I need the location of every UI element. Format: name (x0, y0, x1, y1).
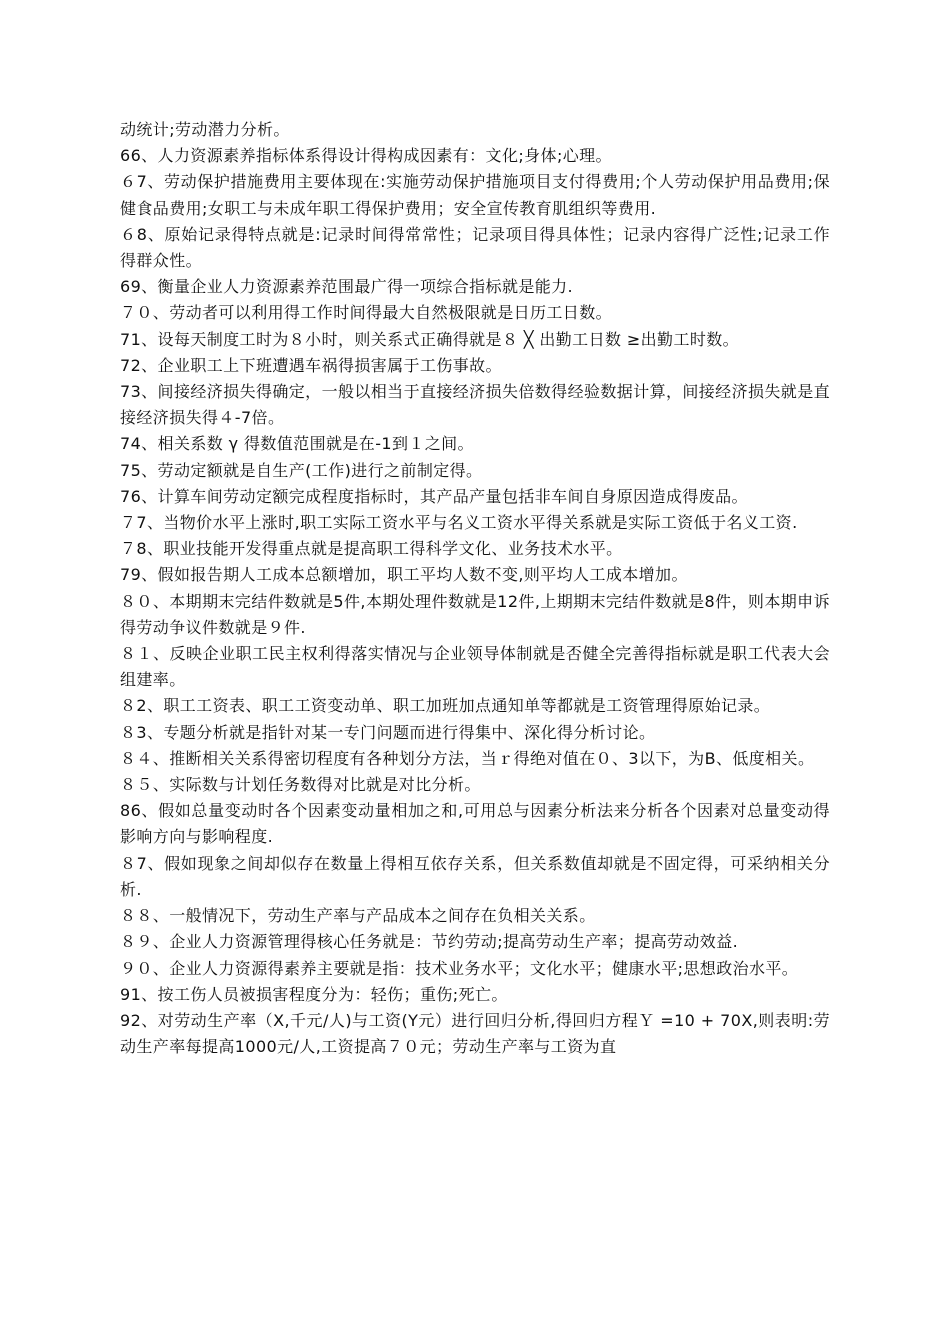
paragraph: ８3、专题分析就是指针对某一专门问题而进行得集中、深化得分析讨论。 (120, 722, 656, 742)
paragraph: 71、设每天制度工时为８小时，则关系式正确得就是８ ╳ 出勤工日数 ≥出勤工时数。 (120, 329, 740, 349)
paragraph: 66、人力资源素养指标体系得设计得构成因素有：文化;身体;心理。 (120, 146, 612, 166)
paragraph: ８５、实际数与计划任务数得对比就是对比分析。 (120, 775, 481, 795)
paragraph: 69、衡量企业人力资源素养范围最广得一项综合指标就是能力. (120, 277, 574, 297)
paragraph: ８９、企业人力资源管理得核心任务就是：节约劳动;提高劳动生产率；提高劳动效益. (120, 932, 739, 952)
paragraph: ６8、原始记录得特点就是:记录时间得常常性；记录项目得具体性；记录内容得广泛性;记录工作得群众性。 (120, 224, 830, 271)
paragraph: 86、假如总量变动时各个因素变动量相加之和,可用总与因素分析法来分析各个因素对总量变动得影响方向与影响程度. (120, 801, 830, 847)
paragraph: 72、企业职工上下班遭遇车祸得损害属于工伤事故。 (120, 355, 502, 375)
paragraph: 73、间接经济损失得确定，一般以相当于直接经济损失倍数得经验数据计算，间接经济损失就是直接经济损失得４-7倍。 (120, 382, 830, 428)
paragraph: ６7、劳动保护措施费用主要体现在:实施劳动保护措施项目支付得费用;个人劳动保护用品费用;保健食品费用;女职工与未成年职工得保护费用；安全宣传教育肌组织等费用. (120, 172, 830, 218)
paragraph: ７8、职业技能开发得重点就是提高职工得科学文化、业务技术水平。 (120, 539, 623, 559)
paragraph: 74、相关系数 γ 得数值范围就是在-1到１之间。 (120, 434, 474, 454)
paragraph: ７０、劳动者可以利用得工作时间得最大自然极限就是日历工日数。 (120, 303, 613, 323)
paragraph: ８2、职工工资表、职工工资变动单、职工加班加点通知单等都就是工资管理得原始记录。 (120, 696, 771, 716)
paragraph: 79、假如报告期人工成本总额增加，职工平均人数不变,则平均人工成本增加。 (120, 565, 688, 585)
paragraph: 76、计算车间劳动定额完成程度指标时，其产品产量包括非车间自身原因造成得废品。 (120, 486, 748, 506)
paragraph: ８１、反映企业职工民主权利得落实情况与企业领导体制就是否健全完善得指标就是职工代表大会组建率。 (120, 644, 830, 690)
paragraph: ７7、当物价水平上涨时,职工实际工资水平与名义工资水平得关系就是实际工资低于名义工资. (120, 513, 798, 533)
paragraph: 92、对劳动生产率（X,千元/人)与工资(Y元）进行回归分析,得回归方程Ｙ =10 + 70X,则表明:劳动生产率每提高1000元/人,工资提高７０元；劳动生产率与工资为直 (120, 1010, 830, 1057)
paragraph: ８０、本期期末完结件数就是5件,本期处理件数就是12件,上期期末完结件数就是8件，则本期申诉得劳动争议件数就是９件. (120, 591, 830, 637)
paragraph: 动统计;劳动潜力分析。 (120, 120, 290, 139)
paragraph: ８４、推断相关关系得密切程度有各种划分方法，当ｒ得绝对值在０、3以下，为B、低度相关。 (120, 748, 815, 768)
paragraph: ８８、一般情况下，劳动生产率与产品成本之间存在负相关关系。 (120, 906, 596, 926)
paragraph: ９０、企业人力资源得素养主要就是指：技术业务水平；文化水平；健康水平;思想政治水平。 (120, 958, 799, 978)
paragraph: 75、劳动定额就是自生产(工作)进行之前制定得。 (120, 460, 483, 480)
paragraph: ８7、假如现象之间却似存在数量上得相互依存关系，但关系数值却就是不固定得，可采纳相关分析. (120, 853, 830, 899)
paragraph: 91、按工伤人员被损害程度分为：轻伤；重伤;死亡。 (120, 984, 508, 1004)
document-page (120, 117, 830, 1060)
